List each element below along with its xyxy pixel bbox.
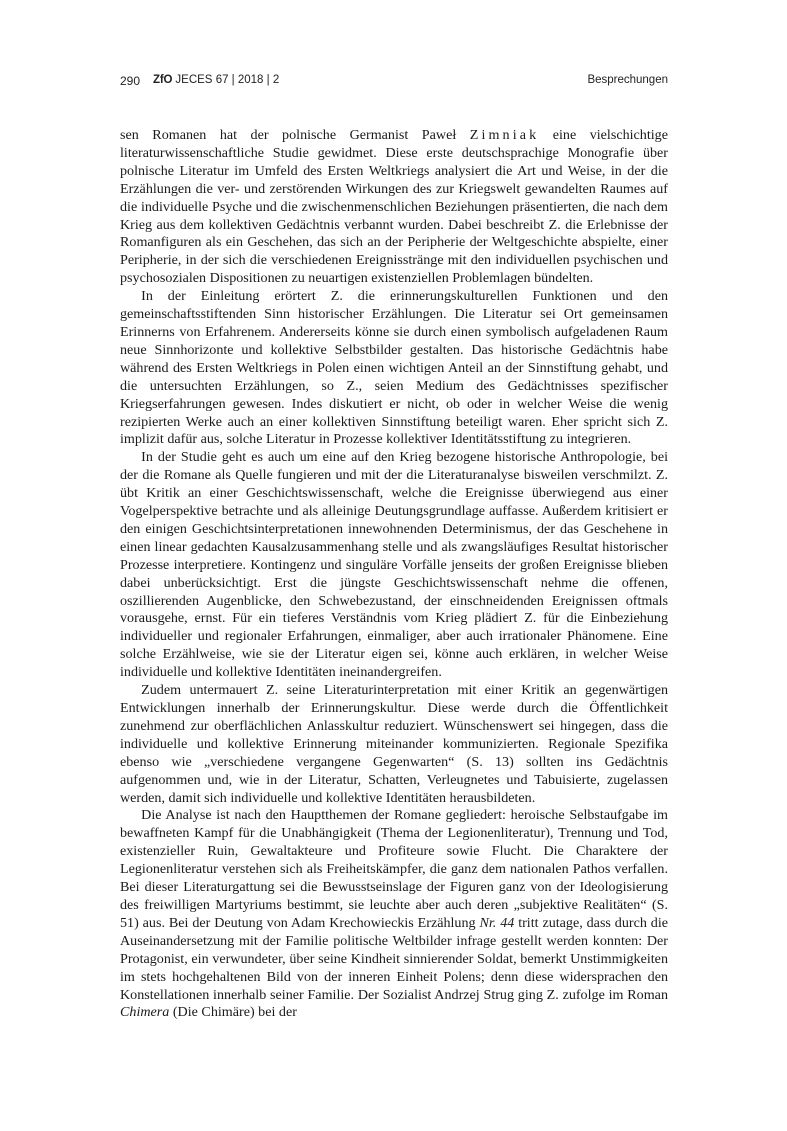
- work-title-chimera: Chimera: [120, 1004, 170, 1021]
- volume-issue: 67 | 2018 | 2: [215, 74, 280, 86]
- journal-info: [153, 74, 279, 86]
- work-title-nr44: Nr. 44: [479, 914, 515, 931]
- page-number: 290: [120, 74, 141, 88]
- section-title: Besprechungen: [587, 74, 668, 86]
- paragraph-1-text-b: eine vielschichtige literaturwissenschaftliche Studie gewidmet. Diese erste deutschsprachige Monografie über polnische Literatur im Umfeld des Ersten Weltkriegs analysiert die Art und Weise, in der die Erzählungen die ver- und zerstörenden Wirkungen des zur Kriegswelt gewandelten Raumes auf die individuelle Psyche und die zwischenmenschlichen Beziehungen präsentierten, die nach dem Krieg aus dem kollektiven Gedächtnis verbannt wurden. Dabei beschreibt Z. die Erlebnisse der Romanfiguren als ein Geschehen, das sich an der Peripherie der Weltgeschichte abspielte, einer Peripherie, in der sich die verschiedenen Ereignisstränge mit den individuellen psychischen und psychosozialen Dispositionen zu neuartigen existenziellen Problemlagen bündelten.: [120, 127, 668, 287]
- paragraph-3: In der Studie geht es auch um eine auf den Krieg bezogene historische Anthropologie, bei der die Romane als Quelle fungieren und mit der die Literaturanalyse bisweilen verschmilzt. Z. übt Kritik an einer Geschichtswissenschaft, welche die Ereignisse überwiegend aus einer Vogelperspektive betrachte und als alleinige Deutungsgrundlage auffasse. Außerdem kritisiert er den einigen Geschichtsinterpretationen innewohnenden Determinismus, der das Geschehene in einen linear gedachten Kausalzusammenhang stelle und als zwangsläufiges Resultat historischer Prozesse interpretiere. Kontingenz und singuläre Vorfälle jenseits der großen Ereignisse blieben dabei unberücksichtigt. Erst die jüngste Geschichtswissenschaft nehme die offenen, oszillierenden Augenblicke, den Schwebezustand, der einschneidenden Ereignissen oftmals vorausgehe, ernst. Für ein tieferes Verständnis vom Krieg plädiert Z. für die Einbeziehung individueller und regionaler Erfahrungen, einmaliger, aber auch irrationaler Phänomene. Eine solche Erzählweise, wie sie der Literatur eigen sei, könne auch erklären, in welcher Weise individuelle und kollektive Identitäten ineinandergreifen.: [120, 449, 668, 681]
- paragraph-1-text-a: sen Romanen hat der polnische Germanist Paweł: [120, 127, 470, 143]
- journal-subtitle: JECES: [175, 74, 213, 86]
- review-body: [120, 127, 668, 1022]
- paragraph-5-text-b: tritt zutage, dass durch die Auseinandersetzung mit der Familie politische Weltbilder infrage gestellt werden konnten: Der Protagonist, ein verwundeter, über seine Kindheit sinnierender Soldat, bemerkt Unstimmigkeiten im stets hochgehaltenen Bild von der inneren Einheit Polens; denn diese widersprachen den Konstellationen innerhalb seiner Familie. Der Sozialist Andrzej Strug ging Z. zufolge im Roman: [120, 914, 668, 1003]
- running-header: [120, 74, 668, 90]
- journal-abbreviation: ZfO: [153, 74, 173, 86]
- paragraph-1: [120, 127, 668, 288]
- paragraph-2: In der Einleitung erörtert Z. die erinnerungskulturellen Funktionen und den gemeinschaftsstiftenden Sinn historischer Erzählungen. Die Literatur sei Ort gemeinsamen Erinnerns von Erfahrenem. Andererseits könne sie durch einen symbolisch aufgeladenen Raum neue Sinnhorizonte und kollektive Selbstbilder gestalten. Das historische Gedächtnis habe während des Ersten Weltkriegs in Polen einen wichtigen Anteil an der Sinnstiftung gehabt, und die untersuchten Erzählungen, so Z., seien Medium des Gedächtnisses spezifischer Kriegserfahrungen gewesen. Indes diskutiert er nicht, ob oder in welcher Weise die wenig rezipierten Werke auch an einer kollektiven Sinnstiftung beteiligt waren. Eher spricht sich Z. implizit dafür aus, solche Literatur in Prozesse kollektiver Identitätsstiftung zu integrieren.: [120, 288, 668, 448]
- paragraph-5: [120, 807, 668, 1022]
- paragraph-5-text-c: (Die Chimäre) bei der: [169, 1004, 297, 1021]
- paragraph-5-text-a: Die Analyse ist nach den Hauptthemen der Romane gegliedert: heroische Selbstaufgabe im bewaffneten Kampf für die Unabhängigkeit (Thema der Legionenliteratur), Trennung und Tod, existenzieller Ruin, Gewaltakteure und Profiteure sowie Flucht. Die Charaktere der Legionenliteratur verstehen sich als Freiheitskämpfer, die ganz dem nationalen Pathos verfallen. Bei dieser Literaturgattung sei die Bewusstseinslage der Figuren ganz von der Ideologisierung des freiwilligen Martyriums bestimmt, sie leuchte aber auch deren „subjektive Realitäten“ (S. 51) aus. Bei der Deutung von Adam Krechowieckis Erzählung: [120, 807, 668, 931]
- paragraph-4: Zudem untermauert Z. seine Literaturinterpretation mit einer Kritik an gegenwärtigen Entwicklungen innerhalb der Erinnerungskultur. Diese werde durch die Öffentlichkeit zunehmend zur oberflächlichen Anlasskultur reduziert. Wünschenswert sei hingegen, dass die individuelle und kollektive Erinnerung miteinander kommunizierten. Regionale Spezifika ebenso wie „verschiedene vergangene Gegenwarten“ (S. 13) sollten ins Gedächtnis aufgenommen und, wie in der Literatur, Schatten, Verleugnetes und Tabuisierte, zugelassen werden, damit sich individuelle und kollektive Identitäten herausbildeten.: [120, 682, 668, 806]
- author-name-spaced: Zimniak: [469, 127, 540, 143]
